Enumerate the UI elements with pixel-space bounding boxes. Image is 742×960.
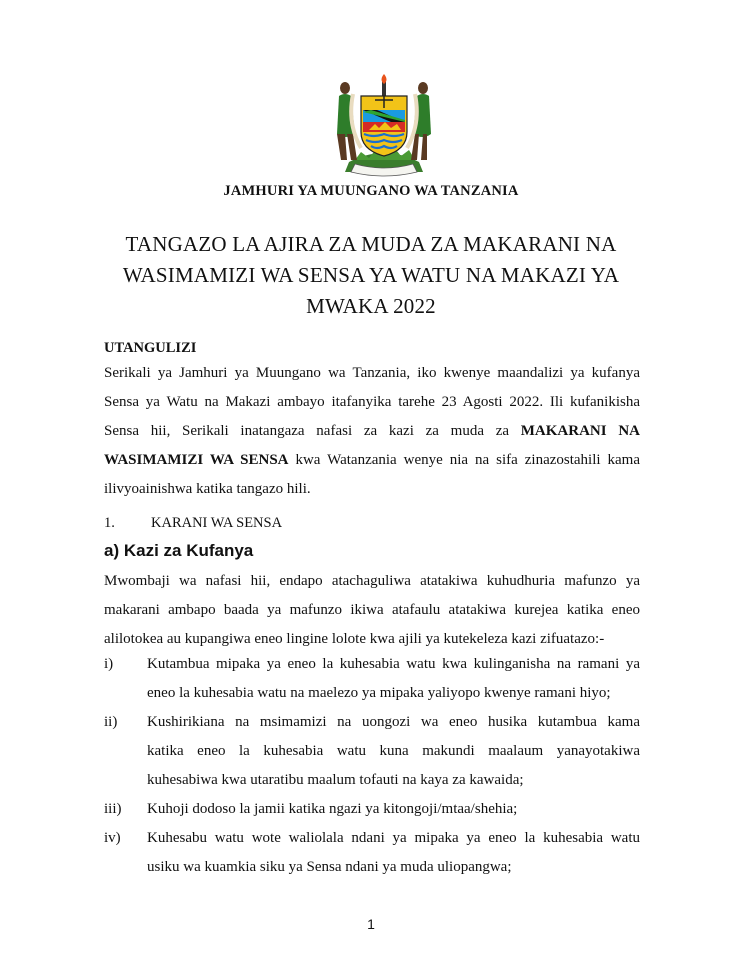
list-line: Kushirikiana na msimamizi na uongozi wa eneo husika kutambua kama xyxy=(147,714,640,730)
list-item xyxy=(104,650,640,708)
paragraph-line xyxy=(104,417,640,446)
paragraph-line: makarani ambapo baada ya mafunzo ikiwa atafaulu atatakiwa kurejea katika eneo xyxy=(104,602,640,618)
paragraph-text: Sensa hii, Serikali inatangaza nafasi za kazi za muda za xyxy=(104,423,510,439)
paragraph-line xyxy=(104,446,640,475)
section-1-paragraph xyxy=(104,567,640,654)
list-item xyxy=(104,708,640,795)
intro-paragraph xyxy=(104,359,640,504)
list-line: Kutambua mipaka ya eneo la kuhesabia watu kwa kulinganisha na ramani ya xyxy=(147,656,640,672)
paragraph-line: ilivyoainishwa katika tangazo hili. xyxy=(104,481,311,497)
list-line: Kuhesabu watu wote waliolala ndani ya mipaka ya eneo la kuhesabia watu xyxy=(147,830,640,846)
page-number: 1 xyxy=(367,916,375,932)
title-line: TANGAZO LA AJIRA ZA MUDA ZA MAKARANI NA xyxy=(125,232,617,256)
list-line: Kuhoji dodoso la jamii katika ngazi ya kitongoji/mtaa/shehia; xyxy=(147,801,518,817)
list-item xyxy=(104,795,640,824)
section-title: KARANI WA SENSA xyxy=(151,515,283,531)
section-1-heading xyxy=(104,515,282,532)
title-line: WASIMAMIZI WA SENSA YA WATU NA MAKAZI YA xyxy=(122,263,620,287)
list-line: katika eneo la kuhesabia watu kuna makundi maalaum yanayotakiwa xyxy=(147,743,640,759)
bold-text: MAKARANI NA xyxy=(520,423,640,439)
list-line: eneo la kuhesabia watu na maelezo ya mipaka yaliyopo kwenye ramani hiyo; xyxy=(147,685,611,701)
list-line: kuhesabiwa kwa utaratibu maalum tofauti na kaya za kawaida; xyxy=(147,772,524,788)
paragraph-line: Sensa ya Watu na Makazi ambayo itafanyika tarehe 23 Agosti 2022. Ili kufanikisha xyxy=(104,394,640,410)
duties-list xyxy=(104,650,640,882)
list-item xyxy=(104,824,640,882)
coat-of-arms-icon xyxy=(331,74,437,178)
document-title xyxy=(90,229,652,322)
list-marker: ii) xyxy=(104,714,118,730)
list-marker: iv) xyxy=(104,830,121,846)
section-number: 1. xyxy=(104,515,115,531)
list-marker: iii) xyxy=(104,801,122,817)
paragraph-line: alilotokea au kupangiwa eneo lingine lolote kwa ajili ya kutekeleza kazi zifuatazo:- xyxy=(104,631,605,647)
list-marker: i) xyxy=(104,656,114,672)
paragraph-line: Serikali ya Jamhuri ya Muungano wa Tanzania, iko kwenye maandalizi ya kufanya xyxy=(104,365,640,381)
subsection-heading: a) Kazi za Kufanya xyxy=(104,541,254,560)
intro-heading: UTANGULIZI xyxy=(104,340,197,356)
title-line: MWAKA 2022 xyxy=(306,294,436,318)
republic-name: JAMHURI YA MUUNGANO WA TANZANIA xyxy=(223,183,519,199)
list-line: usiku wa kuamkia siku ya Sensa ndani ya muda uliopangwa; xyxy=(147,859,512,875)
paragraph-text: kwa Watanzania wenye nia na sifa zinazostahili kama xyxy=(295,452,640,468)
paragraph-line: Mwombaji wa nafasi hii, endapo atachaguliwa atatakiwa kuhudhuria mafunzo ya xyxy=(104,573,640,589)
bold-text: WASIMAMIZI WA SENSA xyxy=(104,452,289,468)
